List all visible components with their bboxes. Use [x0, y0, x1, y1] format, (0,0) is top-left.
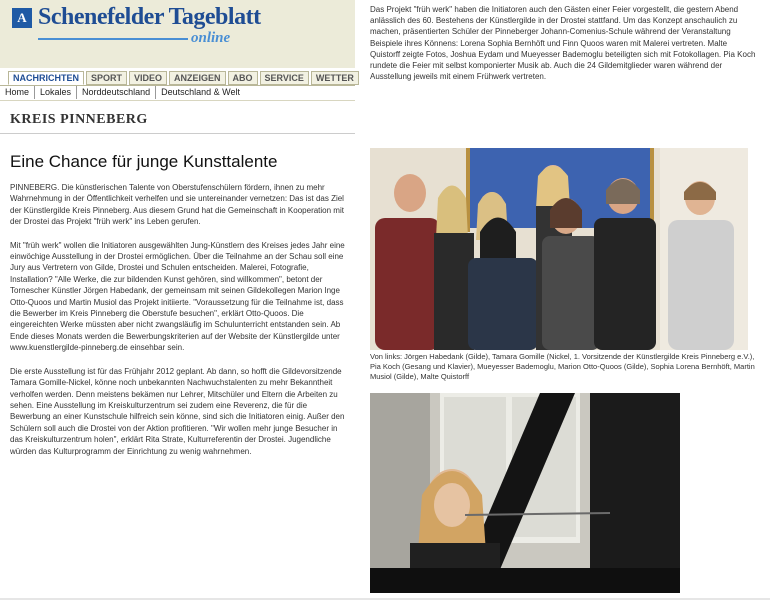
- group-photo: [370, 148, 748, 350]
- tab-nachrichten[interactable]: NACHRICHTEN: [8, 71, 84, 85]
- tab-anzeigen[interactable]: ANZEIGEN: [169, 71, 226, 85]
- section-title: KREIS PINNEBERG: [10, 112, 148, 127]
- tab-sport[interactable]: SPORT: [86, 71, 127, 85]
- article-continued: Das Projekt "früh werk" haben die Initiatoren auch den Gästen einer Feier vorgestellt, die gestern Abend anlässlich des 60. Bestehens der Künstlergilde in der Drostei stattfand. Um das Konzept anschaulich zu machen, präsentierten Schüler der Pinneberger Johann-Comenius-Schule während der Veranstaltung Beispiele ihres Könnens: Lorena Sophia Bernhöft und Finn Quoos waren mit Malerei vertreten. Malte Quistorff zeigte Fotos, Joshua Eydam und Mueyesser Bademoglu beteiligten sich mit Fotokollagen. Pia Koch rundete die Feier mit selbst komponierter Musik ab. Auch die 24 Gildemitglieder waren während der Ausstellung jeweils mit einem Frühwerk vertreten.: [370, 5, 756, 82]
- tab-service[interactable]: SERVICE: [260, 71, 309, 85]
- piano-photo-illustration: [370, 393, 680, 593]
- site-subtitle: online: [191, 30, 231, 46]
- section-header: [0, 108, 355, 134]
- subnav-home[interactable]: Home: [0, 86, 35, 99]
- article-paragraph: PINNEBERG. Die künstlerischen Talente von Oberstufenschülern fördern, ihnen zu mehr Wahrnehmung in der Öffentlichkeit verhelfen und sie untereinander vernetzen: Das ist das Ziel der Künstlergilde Kreis Pinneberg. Aus diesem Grund hat die Gemeinschaft in Kooperation mit der Drostei das Projekt "früh werk" ins Leben gerufen.: [10, 183, 344, 227]
- subnav-deutschland-welt[interactable]: Deutschland & Welt: [161, 87, 240, 97]
- subnav-norddeutschland[interactable]: Norddeutschland: [77, 86, 156, 99]
- main-nav-tabs: [8, 71, 359, 85]
- masthead: [0, 0, 355, 68]
- sub-nav: [0, 85, 355, 101]
- logo-underline: [38, 38, 188, 40]
- tab-wetter[interactable]: WETTER: [311, 71, 359, 85]
- article-paragraph: Mit "früh werk" wollen die Initiatoren ausgewählten Jung-Künstlern des Kreises jedes Jahr eine einwöchige Ausstellung in der Drostei ermöglichen. Über die Teilnahme an der Schau soll eine Jury aus Vertretern von Gilde, Drostei und Schulen entscheiden. Malerei, Fotografie, Installation? "Alle Werke, die zur bildenden Kunst gehören, sind willkommen", betont der Tornescher Künstler Jörgen Habedank, der gemeinsam mit seinen Gildekollegen Marion Inge Otto-Quoos und Martin Musiol das Projekt initiierte. "Voraussetzung für die Teilnahme ist, dass die Bewerber im Kreis Pinneberg die Oberstufe besuchen", erklärt Otto-Quoos. Die eingereichten Werke müssten aber nicht zwangsläufig im Schulunterricht entstanden sein. Ab Ende dieses Monats werden die Bewerbungskriterien auf der Website der Künstlergilde unter www.kuenstlergilde-pinneberg.de einsehbar sein.: [10, 240, 345, 353]
- photo-caption: Von links: Jörgen Habedank (Gilde), Tamara Gomille (Nickel, 1. Vorsitzende der Künstlergilde Kreis Pinneberg e.V.), Pia Koch (Gesang und Klavier), Mueyesser Bademoglu, Marion Otto-Quoos (Gilde), Sophia Lorena Bernhöft, Martin Musiol (Gilde), Malte Quistorff: [370, 352, 755, 381]
- site-title[interactable]: Schenefelder Tageblatt: [38, 4, 261, 30]
- piano-photo: [370, 393, 680, 593]
- logo-icon[interactable]: A: [12, 8, 32, 28]
- group-photo-illustration: [370, 148, 748, 350]
- subnav-lokales[interactable]: Lokales: [35, 86, 77, 99]
- article-paragraph: Die erste Ausstellung ist für das Frühjahr 2012 geplant. Ab dann, so hofft die Gildevorsitzende Tamara Gomille-Nickel, könne noch unbekannten Nachwuchstalenten zu mehr Bekanntheit verholfen werden. Denn meistens bekämen nur Lehrer, Mitschüler und Eltern die Arbeiten zu sehen. Eine Ausstellung im Kreiskulturzentrum sei zudem eine Reverenz, die für die Bewerbung an einer Kunstschule hilfreich sein könne, sind sich die Initiatoren einig. Außer den Schülern soll auch die Drostei von der Aktion profitieren. "Wir wollen mehr junge Besucher in das Kreiskulturzentrum holen", erklärt Rita Strate, Kulturreferentin der Drostei. Jugendliche würden das Kulturprogramm der Einrichtung zu wenig wahrnehmen.: [10, 366, 345, 456]
- tab-video[interactable]: VIDEO: [129, 71, 167, 85]
- article-body: [10, 182, 346, 469]
- tab-abo[interactable]: ABO: [228, 71, 258, 85]
- article-headline: Eine Chance für junge Kunsttalente: [10, 152, 278, 171]
